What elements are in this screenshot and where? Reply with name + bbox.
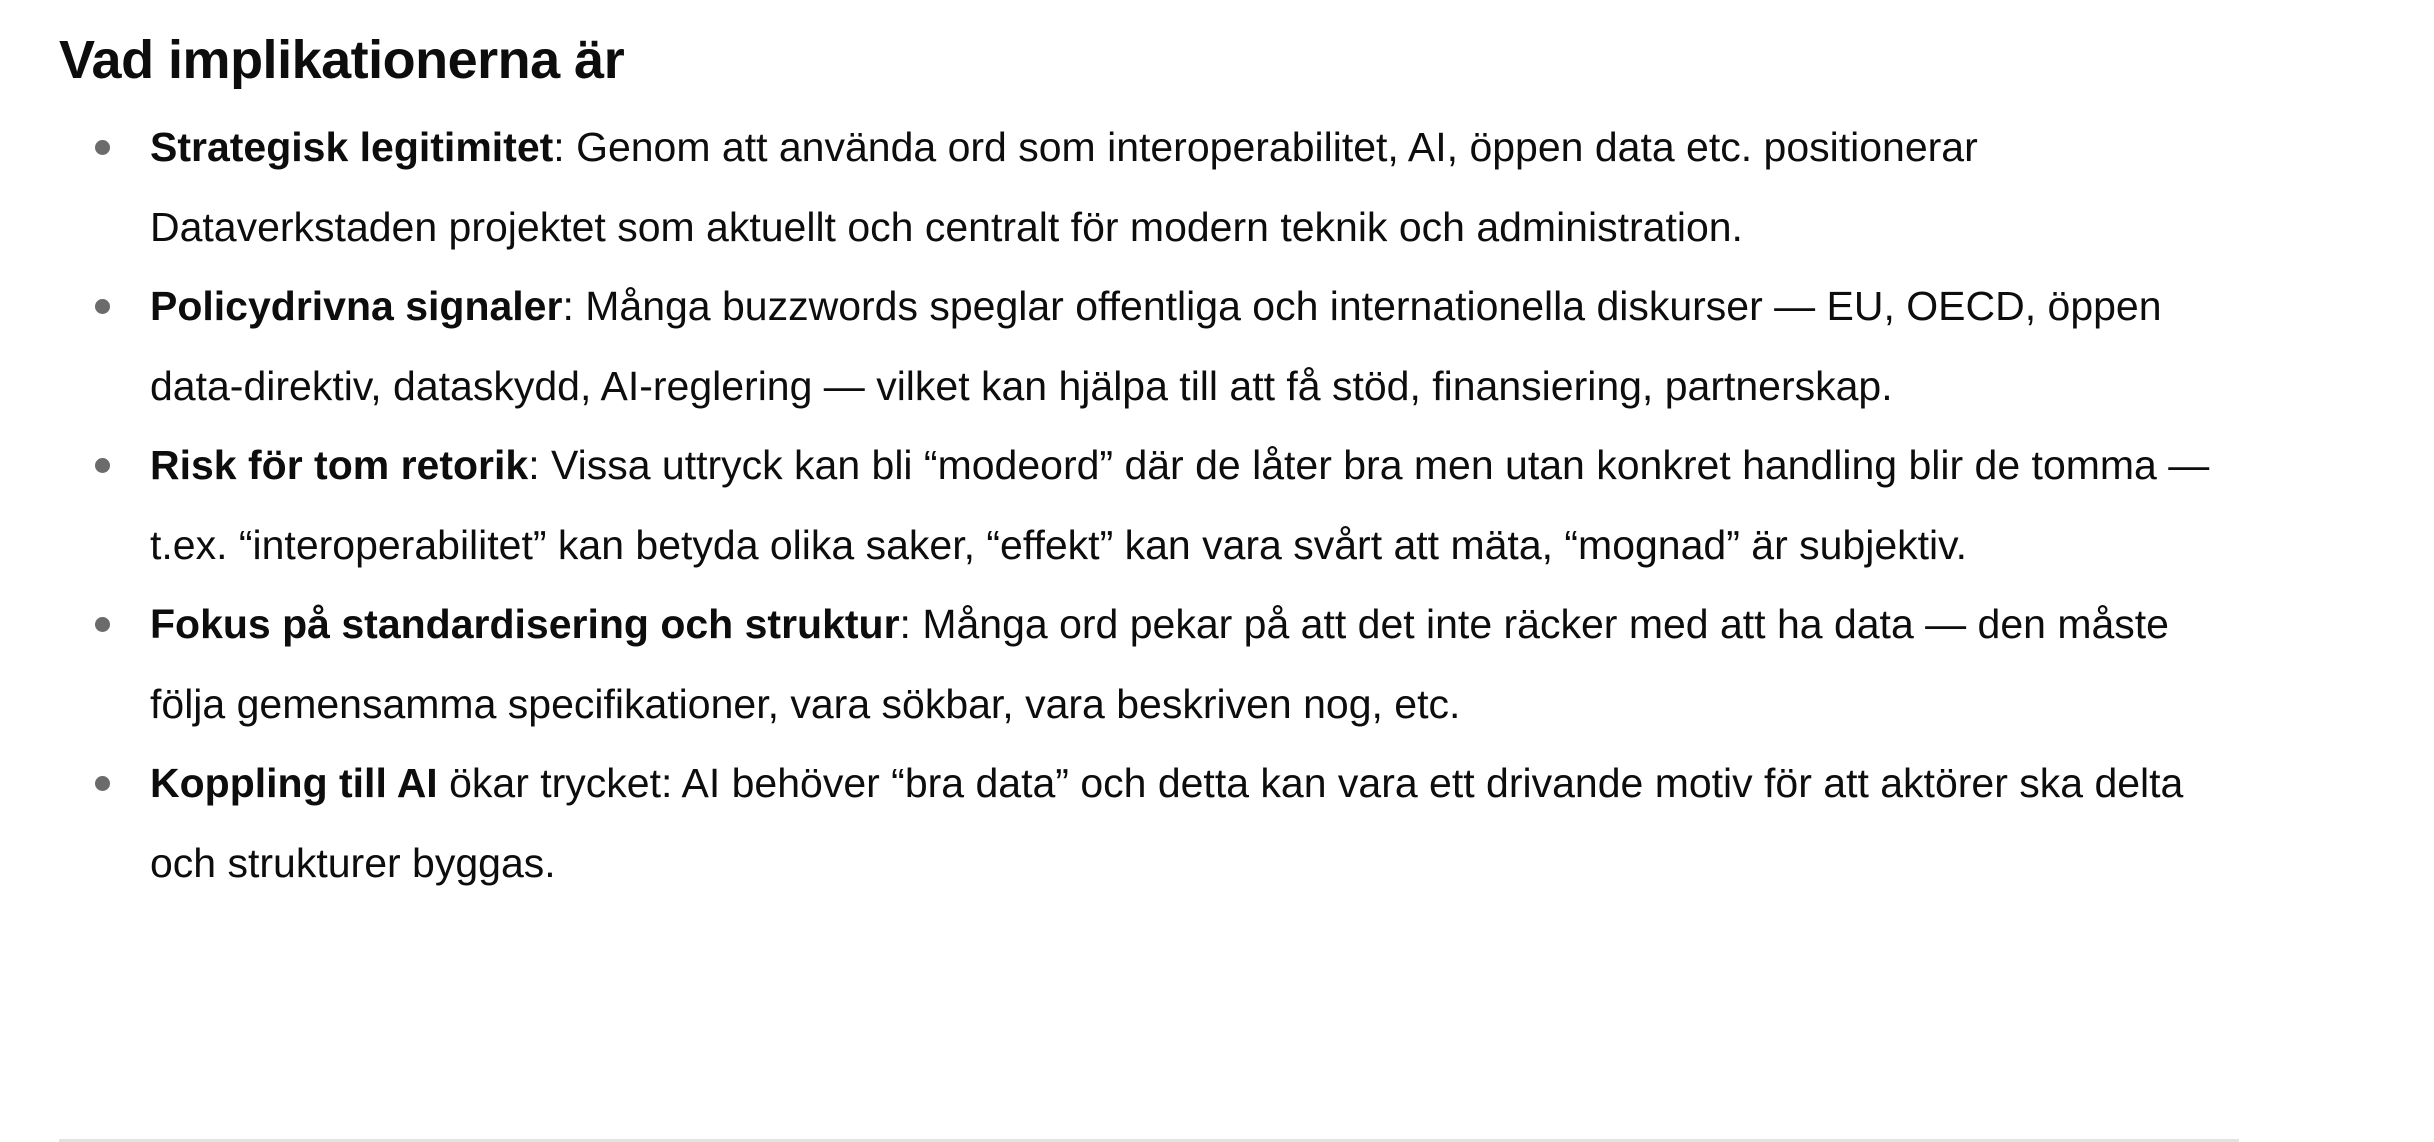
bullet-icon — [95, 140, 110, 155]
list-item-text: : Vissa uttryck kan bli “modeord” där de låter bra men utan konkret handling blir de tomma — t.ex. “interoperabilitet” kan betyda olika saker, “effekt” kan vara svårt att mäta, “mognad” är subjektiv. — [150, 442, 2210, 568]
section-heading: Vad implikationerna är — [59, 30, 625, 90]
list-item-text: : Många buzzwords speglar offentliga och internationella diskurser — EU, OECD, öppen data-direktiv, dataskydd, AI-reglering — vilket kan hjälpa till att få stöd, finansiering, partnerskap. — [150, 283, 2162, 409]
list-item-text: ökar trycket: AI behöver “bra data” och detta kan vara ett drivande motiv för att aktörer ska delta och strukturer byggas. — [150, 760, 2184, 886]
bullet-icon — [95, 458, 110, 473]
bullet-icon — [95, 617, 110, 632]
list-item-text: : Många ord pekar på att det inte räcker med att ha data — den måste följa gemensamma specifikationer, vara sökbar, vara beskriven nog, etc. — [150, 601, 2169, 727]
list-item — [59, 426, 2239, 585]
list-item — [59, 108, 2239, 267]
list-item — [59, 744, 2239, 903]
implications-list — [59, 108, 2239, 903]
list-item-text: : Genom att använda ord som interoperabilitet, AI, öppen data etc. positionerar Dataverkstaden projektet som aktuellt och centralt för modern teknik och administration. — [150, 124, 1978, 250]
list-item-term: Strategisk legitimitet — [150, 124, 554, 170]
list-item-term: Risk för tom retorik — [150, 442, 529, 488]
message-content — [59, 24, 2239, 903]
list-item — [59, 267, 2239, 426]
bullet-icon — [95, 299, 110, 314]
list-item — [59, 585, 2239, 744]
list-item-term: Koppling till AI — [150, 760, 438, 806]
list-item-term: Fokus på standardisering och struktur — [150, 601, 900, 647]
list-item-term: Policydrivna signaler — [150, 283, 563, 329]
bullet-icon — [95, 776, 110, 791]
